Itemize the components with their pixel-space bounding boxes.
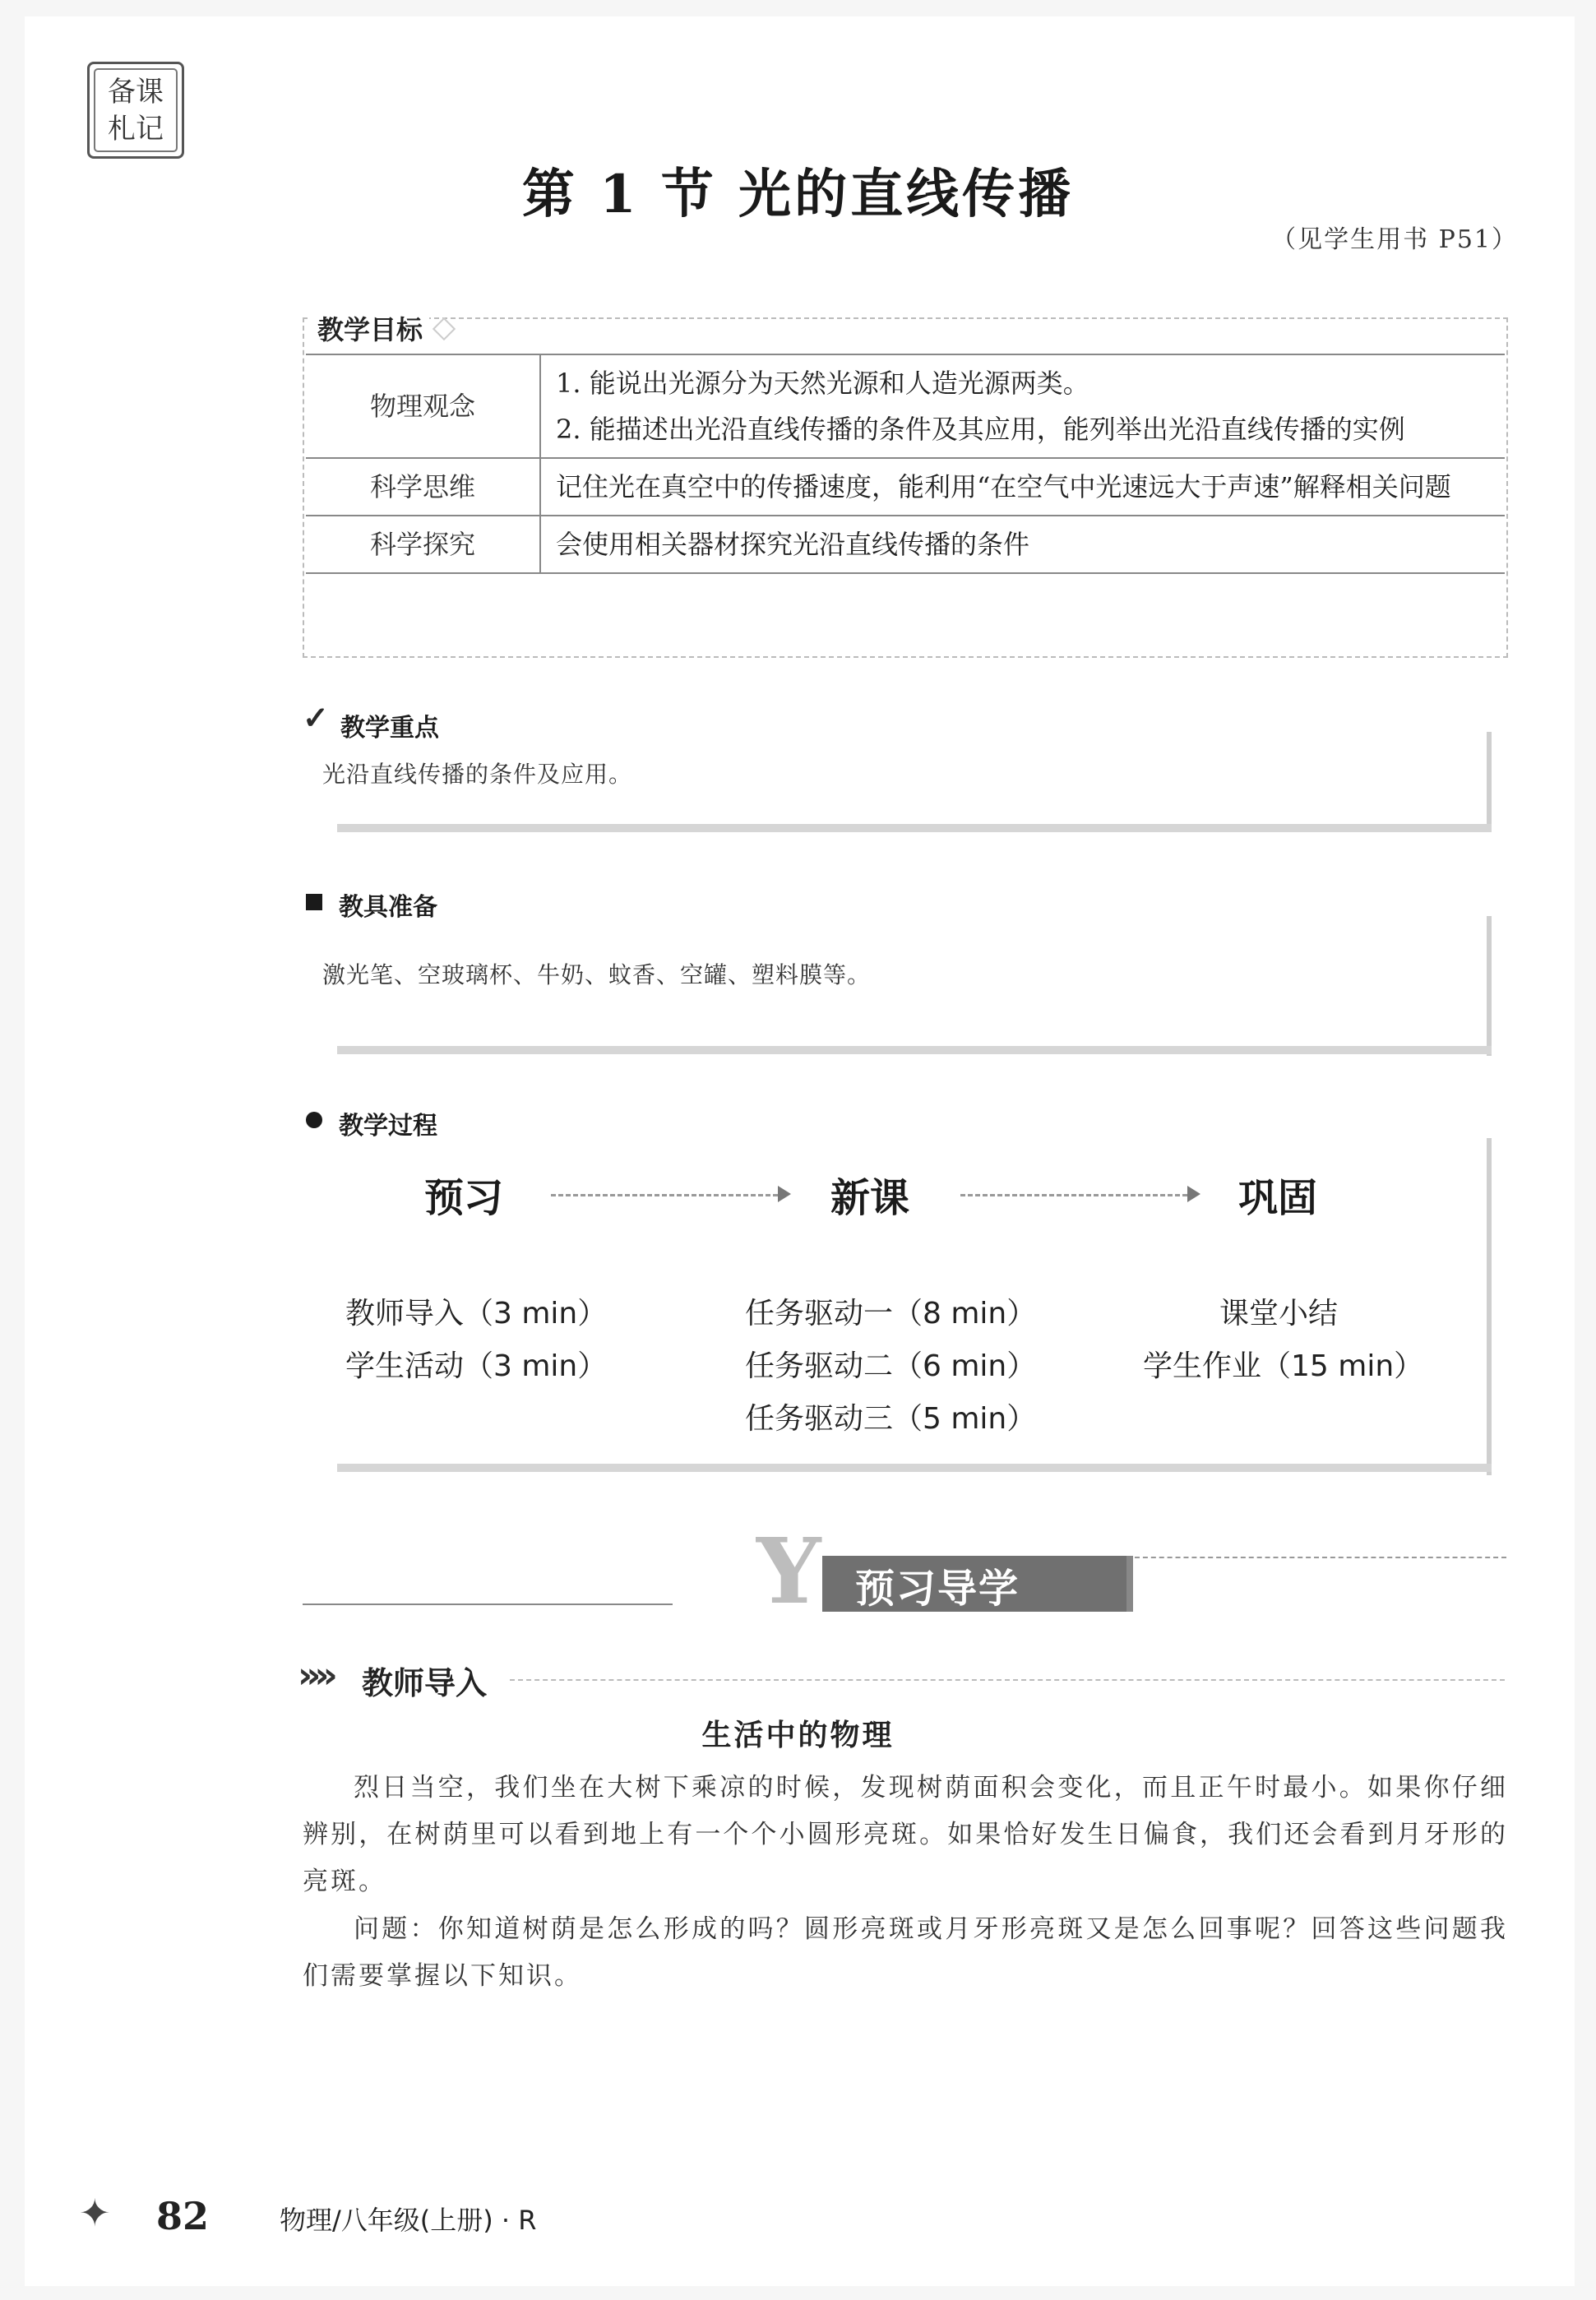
objective-line: 1. 能说出光源分为天然光源和人造光源两类。 [556, 368, 1089, 399]
banner-letter: Y [756, 1518, 821, 1624]
student-book-reference: （见学生用书 P51） [1271, 225, 1518, 254]
heading-rule [510, 1679, 1505, 1681]
table-row [306, 354, 1505, 458]
frame-edge [1487, 916, 1492, 1056]
stage-item: 任务驱动三（5 min） [745, 1402, 1037, 1436]
notes-stamp [87, 62, 184, 159]
stamp-char: 课 [136, 75, 164, 109]
stage-title-new-lesson: 新课 [830, 1175, 910, 1221]
objectives-table [306, 354, 1505, 574]
equipment-label: 教具准备 [339, 893, 437, 922]
frame-shadow [337, 824, 1492, 832]
process-label: 教学过程 [339, 1112, 437, 1141]
stamp-char: 备 [108, 75, 136, 109]
stage-item: 学生活动（3 min） [345, 1349, 608, 1383]
stage-title-preview: 预习 [424, 1175, 504, 1221]
flow-arrow-line [551, 1194, 778, 1196]
stamp-char: 札 [108, 112, 136, 146]
stage-item: 课堂小结 [1219, 1297, 1338, 1330]
stamp-char: 记 [136, 112, 164, 146]
paragraph: 烈日当空，我们坐在大树下乘凉的时候，发现树荫面积会变化，而且正午时最小。如果你仔细辨别，在树荫里可以看到地上有一个个小圆形亮斑。如果恰好发生日偏食，我们还会看到月牙形的亮斑。 [303, 1773, 1508, 1896]
equipment-text: 激光笔、空玻璃杯、牛奶、蚊香、空罐、塑料膜等。 [322, 961, 872, 988]
objective-category: 科学探究 [306, 516, 540, 573]
table-row [306, 516, 1505, 573]
tree-logo-icon: ✦ [79, 2191, 111, 2235]
flow-arrow-line [960, 1194, 1187, 1196]
stage-items-preview [345, 1288, 607, 1393]
banner-end-bar [1126, 1556, 1133, 1612]
stage-item: 任务驱动二（6 min） [745, 1349, 1037, 1383]
arrow-right-icon [778, 1186, 791, 1202]
page-number: 82 [156, 2194, 210, 2238]
stage-item: 任务驱动一（8 min） [745, 1297, 1037, 1330]
arrow-right-icon [1187, 1186, 1200, 1202]
frame-shadow [337, 1464, 1492, 1472]
objective-category: 物理观念 [306, 354, 540, 458]
frame-shadow [337, 1046, 1492, 1054]
objective-content [540, 458, 1505, 516]
stage-title-consolidate: 巩固 [1238, 1175, 1318, 1221]
objective-content [540, 354, 1505, 458]
objective-line: 记住光在真空中的传播速度，能利用“在空气中光速远大于声速”解释相关问题 [556, 471, 1451, 502]
objective-line: 2. 能描述出光沿直线传播的条件及其应用，能列举出光沿直线传播的实例 [556, 414, 1405, 445]
objective-line: 会使用相关器材探究光沿直线传播的条件 [556, 529, 1030, 560]
frame-edge [1487, 732, 1492, 831]
paragraph: 问题：你知道树荫是怎么形成的吗？圆形亮斑或月牙形亮斑又是怎么回事呢？回答这些问题我们需要掌握以下知识。 [303, 1914, 1508, 1991]
stage-items-consolidate [1143, 1288, 1424, 1393]
banner-rule [1135, 1557, 1506, 1558]
key-points-label: 教学重点 [340, 714, 439, 743]
objective-category: 科学思维 [306, 458, 540, 516]
frame-edge [1487, 1138, 1492, 1475]
stage-items-new-lesson [745, 1288, 1036, 1446]
stage-item: 学生作业（15 min） [1143, 1349, 1424, 1383]
objective-content [540, 516, 1505, 573]
key-points-text: 光沿直线传播的条件及应用。 [322, 761, 633, 788]
table-row [306, 458, 1505, 516]
objectives-label: 教学目标 [311, 309, 429, 347]
dot-bullet-icon [306, 1112, 322, 1128]
square-bullet-icon [306, 894, 322, 910]
teacher-intro-label: 教师导入 [362, 1665, 488, 1701]
banner-title: 预习导学 [855, 1566, 1020, 1612]
checkmark-icon: ✓ [303, 699, 329, 736]
banner-rule [303, 1604, 673, 1605]
stage-item: 教师导入（3 min） [345, 1297, 608, 1330]
page-title: 第 1 节 光的直线传播 [521, 164, 1075, 225]
book-info: 物理/八年级(上册) · R [280, 2205, 537, 2236]
double-chevron-icon: »» [298, 1654, 331, 1696]
subtitle: 生活中的物理 [701, 1718, 895, 1752]
